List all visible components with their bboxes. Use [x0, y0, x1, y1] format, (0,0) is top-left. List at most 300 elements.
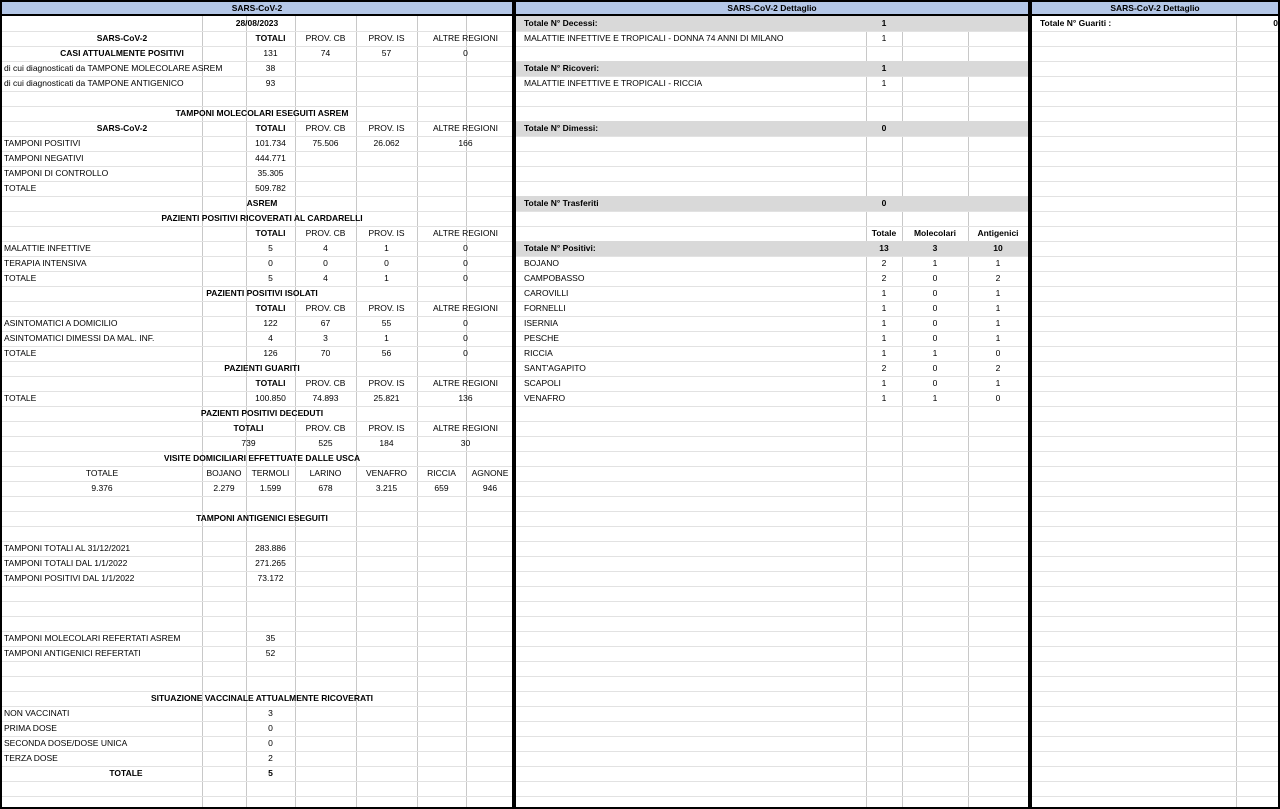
antig-row [2, 556, 512, 571]
grid-row-line [1032, 286, 1278, 287]
comune-name: RICCIA [524, 348, 553, 358]
comune-antigenici: 2 [995, 273, 1001, 283]
trasferiti-row [516, 196, 1028, 211]
cell-prov-cb: 70 [320, 348, 331, 358]
tamponi-row [2, 151, 512, 166]
grid-row-line [1032, 676, 1278, 677]
grid-row-line [1032, 616, 1278, 617]
grid-row-line [516, 466, 1028, 467]
positivi-molecolari: 3 [932, 243, 938, 253]
comune-row [516, 286, 1028, 301]
comune-molecolari: 1 [932, 393, 938, 403]
grid-row-line [516, 571, 1028, 572]
usca-col-header: TOTALE [85, 468, 119, 478]
ricov-header-row [2, 226, 512, 241]
cell-prov-cb: PROV. CB [305, 303, 346, 313]
comune-molecolari: 1 [932, 258, 938, 268]
comune-row [516, 391, 1028, 406]
decessi-detail-row [516, 31, 1028, 46]
guar-row [2, 391, 512, 406]
isol-row [2, 346, 512, 361]
cell-totali: 5 [268, 273, 273, 283]
grid-row-line [516, 526, 1028, 527]
ricoveri-label: Totale N° Ricoveri: [524, 63, 600, 73]
section-title: ASREM [246, 198, 278, 208]
comune-totale: 1 [881, 303, 887, 313]
grid-row-line [516, 406, 1028, 407]
grid-row-line [516, 676, 1028, 677]
cell-prov-cb: 0 [323, 258, 328, 268]
usca-header-row [2, 466, 512, 481]
guariti-sheet [1032, 16, 1278, 807]
cell-prov-cb: 74.893 [312, 393, 339, 403]
usca-col-header: LARINO [309, 468, 342, 478]
cell-prov-cb: PROV. CB [305, 33, 346, 43]
grid-row-line [1032, 271, 1278, 272]
usca-col-header: TERMOLI [251, 468, 290, 478]
ricov-row [2, 241, 512, 256]
grid-row-line [1032, 256, 1278, 257]
grid-row-line [516, 616, 1028, 617]
ant-row [2, 76, 512, 91]
comune-molecolari: 0 [932, 273, 938, 283]
main-panel [0, 0, 514, 809]
grid-row-line [1032, 211, 1278, 212]
grid-row-line [1032, 481, 1278, 482]
cell-prov-is: 1 [384, 243, 389, 253]
decessi-detail-value: 1 [881, 33, 887, 43]
comune-molecolari: 0 [932, 378, 938, 388]
cell-altre-regioni: ALTRE REGIONI [432, 228, 499, 238]
positivi-antigenici: 10 [993, 243, 1003, 253]
comune-totale: 1 [881, 393, 887, 403]
usca-col-header: RICCIA [427, 468, 456, 478]
section-title: PAZIENTI POSITIVI RICOVERATI AL CARDARELLI [161, 213, 363, 223]
comune-name: PESCHE [524, 333, 559, 343]
grid-row-line [516, 451, 1028, 452]
cell-prov-is: 1 [384, 273, 389, 283]
cell-prov-is: PROV. IS [368, 228, 405, 238]
ricov-row [2, 271, 512, 286]
cell-altre-regioni: 0 [463, 258, 468, 268]
grid-row-line [1032, 766, 1278, 767]
usca-value: 678 [318, 483, 333, 493]
grid-row-line [1032, 511, 1278, 512]
usca-col-header: VENAFRO [365, 468, 408, 478]
grid-row-line [1032, 556, 1278, 557]
ricov-row [2, 256, 512, 271]
comune-name: VENAFRO [524, 393, 566, 403]
ricoveri-detail-label: MALATTIE INFETTIVE E TROPICALI - RICCIA [524, 78, 703, 88]
dec-title-row [2, 406, 512, 421]
tamponi-row [2, 181, 512, 196]
section-title: PAZIENTI POSITIVI ISOLATI [206, 288, 318, 298]
cell-totali: 38 [265, 63, 276, 73]
grid-row-line [1032, 751, 1278, 752]
usca-col-header: AGNONE [471, 468, 509, 478]
row-label: MALATTIE INFETTIVE [4, 243, 91, 253]
grid-row-line [516, 511, 1028, 512]
guariti-panel-title: SARS-CoV-2 Dettaglio [1032, 2, 1278, 16]
antig-row [2, 571, 512, 586]
grid-row-line [516, 106, 1028, 107]
cell-altre-regioni: ALTRE REGIONI [432, 423, 499, 433]
refert-row [2, 646, 512, 661]
row-label: TAMPONI TOTALI AL 31/12/2021 [4, 543, 131, 553]
cell-prov-cb: PROV. CB [305, 228, 346, 238]
comune-antigenici: 1 [995, 378, 1001, 388]
cell-altre-regioni: ALTRE REGIONI [432, 378, 499, 388]
asrem-row [2, 196, 512, 211]
dimessi-value: 0 [881, 123, 887, 133]
grid-row-line [2, 796, 512, 797]
cell-prov-is: PROV. IS [368, 123, 405, 133]
row-label: TAMPONI POSITIVI [4, 138, 81, 148]
cell-totali: 93 [265, 78, 276, 88]
comune-antigenici: 0 [995, 393, 1001, 403]
detail-panel [514, 0, 1030, 809]
comune-row [516, 346, 1028, 361]
row-label: PRIMA DOSE [4, 723, 57, 733]
cell-prov-is: 56 [381, 348, 392, 358]
cell-altre-regioni: 0 [463, 318, 468, 328]
comune-totale: 1 [881, 378, 887, 388]
date-row [2, 16, 512, 31]
comune-antigenici: 2 [995, 363, 1001, 373]
comune-antigenici: 1 [995, 318, 1001, 328]
grid-row-line [1032, 496, 1278, 497]
positivi-label: Totale N° Positivi: [524, 243, 596, 253]
grid-row-line [1032, 451, 1278, 452]
cell-totali: 5 [268, 768, 273, 778]
antig-row [2, 541, 512, 556]
cell-totali: 52 [265, 648, 276, 658]
usca-value: 9.376 [91, 483, 113, 493]
grid-row-line [1032, 136, 1278, 137]
grid-row-line [1032, 391, 1278, 392]
cell-prov-cb: PROV. CB [305, 423, 346, 433]
cell-totali: TOTALI [255, 33, 286, 43]
cell-totali: 509.782 [255, 183, 286, 193]
grid-row-line [2, 661, 512, 662]
comune-totale: 1 [881, 318, 887, 328]
cell-altre-regioni: 136 [458, 393, 473, 403]
comune-molecolari: 0 [932, 303, 938, 313]
cell-prov-is: 1 [384, 333, 389, 343]
refert-row [2, 631, 512, 646]
guariti-label: Totale N° Guariti : [1040, 18, 1112, 28]
cell-totali: 2 [268, 753, 273, 763]
grid-row-line [1032, 586, 1278, 587]
grid-row-line [516, 46, 1028, 47]
vacc-title-row [2, 691, 512, 706]
grid-row-line [1032, 76, 1278, 77]
cell-prov-cb: 74 [320, 48, 331, 58]
positivi-total-row [516, 241, 1028, 256]
grid-row-line [1032, 721, 1278, 722]
row-label: TAMPONI TOTALI DAL 1/1/2022 [4, 558, 128, 568]
comune-row [516, 316, 1028, 331]
grid-row-line [1032, 541, 1278, 542]
cell-prov-cb: 525 [318, 438, 333, 448]
cell-prov-cb: 75.506 [312, 138, 339, 148]
cell-altre-regioni: 0 [463, 333, 468, 343]
grid-row-line [1032, 121, 1278, 122]
col-header-molecolari: Molecolari [913, 228, 957, 238]
col-header-antigenici: Antigenici [977, 228, 1019, 238]
row-label: TAMPONI POSITIVI DAL 1/1/2022 [4, 573, 135, 583]
cell-totali: 122 [263, 318, 278, 328]
grid-row-line [1032, 46, 1278, 47]
row-label: TAMPONI NEGATIVI [4, 153, 84, 163]
cell-prov-is: 26.062 [373, 138, 400, 148]
cell-totali: 5 [268, 243, 273, 253]
comune-row [516, 301, 1028, 316]
comune-totale: 2 [881, 258, 887, 268]
cell-altre-regioni: ALTRE REGIONI [432, 33, 499, 43]
vacc-row [2, 736, 512, 751]
grid-row-line [516, 601, 1028, 602]
antig-title-row [2, 511, 512, 526]
row-label: ASINTOMATICI DIMESSI DA MAL. INF. [4, 333, 155, 343]
grid-row-line [516, 736, 1028, 737]
row-label: TOTALE [4, 273, 37, 283]
cell-totali: TOTALI [255, 378, 286, 388]
guar-title-row [2, 361, 512, 376]
positivi-label: CASI ATTUALMENTE POSITIVI [60, 48, 184, 58]
comune-row [516, 271, 1028, 286]
grid-row-line [1032, 301, 1278, 302]
decessi-value: 1 [881, 18, 887, 28]
row-label: ASINTOMATICI A DOMICILIO [4, 318, 118, 328]
usca-title-row [2, 451, 512, 466]
comune-totale: 2 [881, 363, 887, 373]
grid-row-line [1032, 31, 1278, 32]
cell-altre-regioni: 0 [463, 348, 468, 358]
grid-row-line [516, 721, 1028, 722]
col-header-label: SARS-CoV-2 [96, 123, 148, 133]
grid-col-line [1236, 16, 1237, 807]
tamponi-title-row [2, 106, 512, 121]
grid-row-line [516, 751, 1028, 752]
comune-name: FORNELLI [524, 303, 566, 313]
cell-prov-cb: 4 [323, 243, 328, 253]
dec-row [2, 436, 512, 451]
comune-molecolari: 0 [932, 333, 938, 343]
grid-row-line [1032, 736, 1278, 737]
cell-totali: 101.734 [255, 138, 286, 148]
grid-row-line [516, 151, 1028, 152]
comune-totale: 2 [881, 273, 887, 283]
grid-row-line [516, 691, 1028, 692]
comune-antigenici: 1 [995, 258, 1001, 268]
grid-row-line [1032, 406, 1278, 407]
cell-altre-regioni: 0 [463, 243, 468, 253]
cell-altre-regioni: 166 [458, 138, 473, 148]
isol-title-row [2, 286, 512, 301]
usca-values-row [2, 481, 512, 496]
main-sheet [2, 16, 512, 807]
row-label: TERAPIA INTENSIVA [4, 258, 87, 268]
cell-prov-is: 25.821 [373, 393, 400, 403]
cell-totali: 0 [268, 723, 273, 733]
grid-row-line [1032, 466, 1278, 467]
grid-row-line [516, 421, 1028, 422]
section-title: VISITE DOMICILIARI EFFETTUATE DALLE USCA [163, 453, 361, 463]
report-date: 28/08/2023 [235, 18, 279, 28]
trasferiti-value: 0 [881, 198, 887, 208]
grid-row-line [516, 211, 1028, 212]
dec-header-row [2, 421, 512, 436]
comune-totale: 1 [881, 288, 887, 298]
guar-header-row [2, 376, 512, 391]
cell-totali: 126 [263, 348, 278, 358]
grid-row-line [516, 541, 1028, 542]
positivi-totale: 13 [879, 243, 889, 253]
grid-row-line [1032, 421, 1278, 422]
tamp-pos-row [2, 136, 512, 151]
usca-value: 2.279 [213, 483, 235, 493]
dimessi-label: Totale N° Dimessi: [524, 123, 599, 133]
row-label: TOTALE [4, 183, 37, 193]
usca-col-header: BOJANO [206, 468, 242, 478]
isol-header-row [2, 301, 512, 316]
usca-value: 1.599 [259, 483, 282, 493]
section-title: PAZIENTI POSITIVI DECEDUTI [200, 408, 324, 418]
grid-row-line [1032, 601, 1278, 602]
guariti-panel [1030, 0, 1280, 809]
main-panel-title: SARS-CoV-2 [2, 2, 512, 16]
comune-antigenici: 1 [995, 303, 1001, 313]
cell-totali: TOTALI [255, 228, 286, 238]
grid-row-line [1032, 706, 1278, 707]
mol-row [2, 61, 512, 76]
isol-row [2, 331, 512, 346]
cell-totali: 283.886 [255, 543, 286, 553]
row-label: TAMPONI MOLECOLARI REFERTATI ASREM [4, 633, 181, 643]
grid-row-line [2, 601, 512, 602]
comune-row [516, 331, 1028, 346]
cell-prov-is: 57 [381, 48, 392, 58]
row-label: TAMPONI DI CONTROLLO [4, 168, 109, 178]
grid-row-line [2, 526, 512, 527]
cell-altre-regioni: ALTRE REGIONI [432, 303, 499, 313]
grid-row-line [1032, 631, 1278, 632]
cell-totali: TOTALI [233, 423, 264, 433]
grid-row-line [516, 166, 1028, 167]
comune-totale: 1 [881, 348, 887, 358]
cell-totali: 73.172 [257, 573, 284, 583]
comune-totale: 1 [881, 333, 887, 343]
grid-row-line [1032, 796, 1278, 797]
grid-row-line [1032, 376, 1278, 377]
cell-prov-is: PROV. IS [368, 378, 405, 388]
section-title: PAZIENTI GUARITI [224, 363, 300, 373]
cell-totali: 35.305 [257, 168, 284, 178]
tamponi-row [2, 166, 512, 181]
grid-row-line [1032, 331, 1278, 332]
col-header-label: SARS-CoV-2 [96, 33, 148, 43]
guariti-row [1032, 16, 1278, 31]
cell-altre-regioni: 0 [463, 273, 468, 283]
cell-prov-cb: 67 [320, 318, 331, 328]
comune-name: ISERNIA [524, 318, 559, 328]
cell-totali: 271.265 [255, 558, 286, 568]
cell-totali: 4 [268, 333, 273, 343]
grid-row-line [516, 496, 1028, 497]
decessi-row [516, 16, 1028, 31]
grid-row-line [516, 706, 1028, 707]
grid-row-line [2, 781, 512, 782]
row-label: NON VACCINATI [4, 708, 70, 718]
grid-row-line [2, 676, 512, 677]
positivi-header-row [516, 226, 1028, 241]
grid-row-line [1032, 571, 1278, 572]
row-label: TOTALE [4, 393, 37, 403]
cell-prov-cb: 4 [323, 273, 328, 283]
usca-value: 659 [434, 483, 449, 493]
vacc-row [2, 706, 512, 721]
grid-row-line [516, 91, 1028, 92]
cell-totali: 739 [241, 438, 256, 448]
vacc-row [2, 721, 512, 736]
grid-row-line [1032, 361, 1278, 362]
grid-row-line [1032, 781, 1278, 782]
comune-molecolari: 0 [932, 288, 938, 298]
grid-row-line [1032, 181, 1278, 182]
cell-totali: TOTALI [255, 123, 286, 133]
grid-row-line [516, 181, 1028, 182]
cell-prov-is: 55 [381, 318, 392, 328]
guariti-value: 0 [1273, 18, 1278, 28]
row-label: TAMPONI ANTIGENICI REFERTATI [4, 648, 141, 658]
vacc-row [2, 751, 512, 766]
grid-row-line [516, 481, 1028, 482]
comune-name: SANT'AGAPITO [524, 363, 586, 373]
isol-row [2, 316, 512, 331]
cell-totali: 100.850 [255, 393, 286, 403]
comune-antigenici: 0 [995, 348, 1001, 358]
grid-row-line [1032, 226, 1278, 227]
grid-row-line [516, 556, 1028, 557]
grid-row-line [516, 631, 1028, 632]
detail-panel-title: SARS-CoV-2 Dettaglio [516, 2, 1028, 16]
grid-row-line [516, 781, 1028, 782]
ricoveri-detail-value: 1 [881, 78, 887, 88]
ricoveri-value: 1 [881, 63, 887, 73]
grid-row-line [516, 586, 1028, 587]
comune-name: CAROVILLI [524, 288, 569, 298]
col-header-totale: Totale [871, 228, 897, 238]
comune-row [516, 361, 1028, 376]
row-label: TERZA DOSE [4, 753, 58, 763]
grid-row-line [1032, 241, 1278, 242]
grid-row-line [1032, 196, 1278, 197]
grid-row-line [1032, 91, 1278, 92]
row-label: TOTALE [109, 768, 143, 778]
grid-row-line [2, 496, 512, 497]
comune-molecolari: 0 [932, 318, 938, 328]
grid-row-line [2, 91, 512, 92]
row-label: di cui diagnosticati da TAMPONE MOLECOLARE ASREM [4, 63, 223, 73]
decessi-detail-label: MALATTIE INFETTIVE E TROPICALI - DONNA 74 ANNI DI MILANO [524, 33, 784, 43]
grid-row-line [1032, 661, 1278, 662]
grid-row-line [1032, 316, 1278, 317]
cell-prov-is: 184 [379, 438, 394, 448]
cell-totali: 0 [268, 258, 273, 268]
grid-row-line [1032, 346, 1278, 347]
grid-row-line [516, 661, 1028, 662]
